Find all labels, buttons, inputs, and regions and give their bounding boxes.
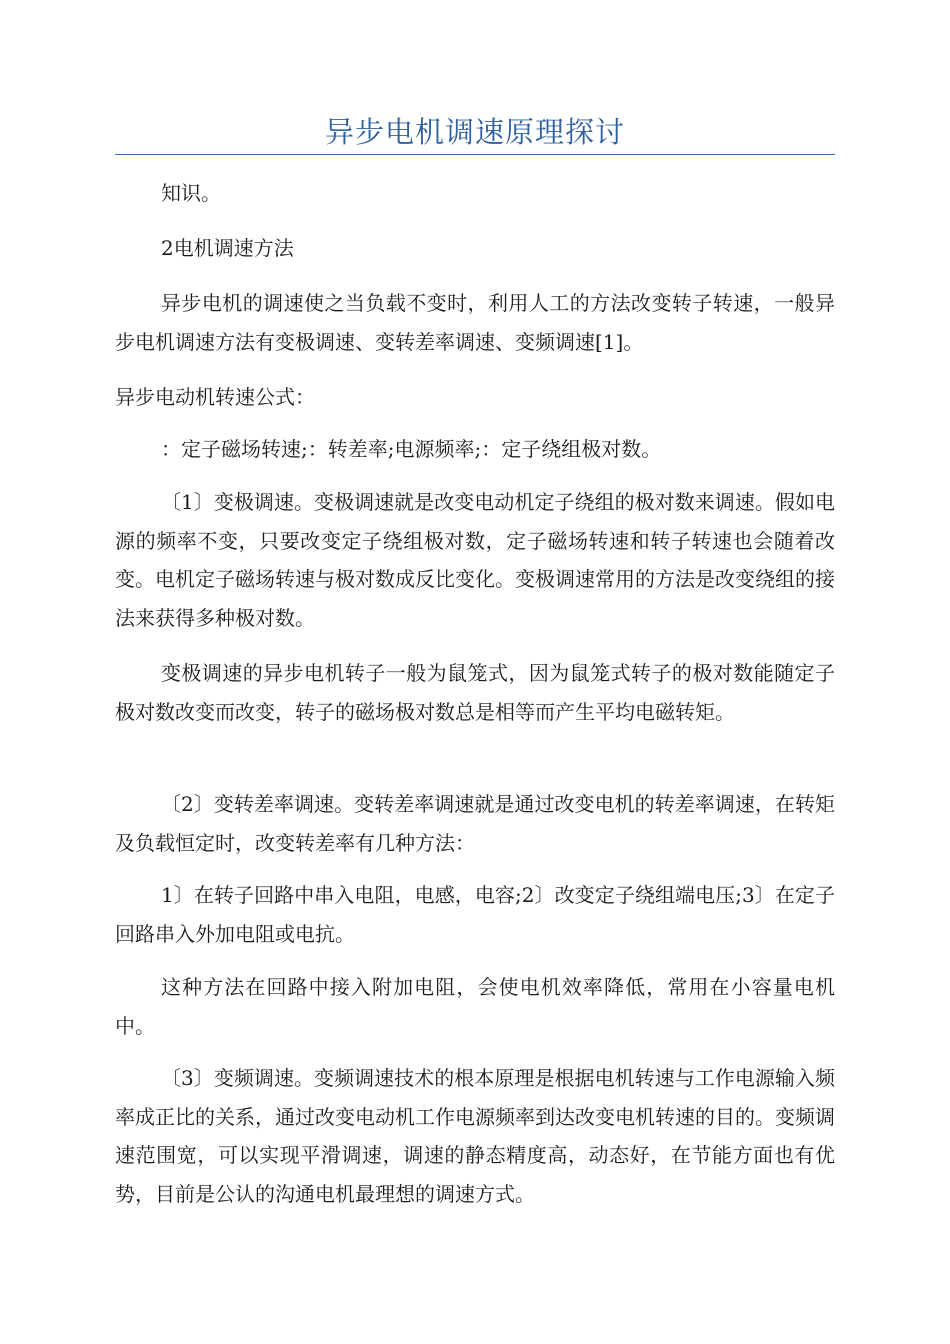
paragraph-4: 异步电动机转速公式：: [115, 385, 315, 409]
paragraph-2: 2电机调速方法: [161, 236, 294, 260]
document-title: 异步电机调速原理探讨: [324, 115, 625, 149]
paragraph-6: 〔1〕变极调速。变极调速就是改变电动机定子绕组的极对数来调速。假如电源的频率不变，只要改变定子绕组极对数，定子磁场转速和转子转速也会随着改变。电机定子磁场转速与极对数成反比变化。变极调速常用的方法是改变绕组的接法来获得多种极对数。: [115, 490, 835, 630]
paragraph-9: 1〕在转子回路中串入电阻，电感，电容;2〕改变定子绕组端电压;3〕在定子回路串入外加电阻或电抗。: [115, 883, 835, 946]
paragraph-10: 这种方法在回路中接入附加电阻，会使电机效率降低，常用在小容量电机中。: [115, 975, 835, 1038]
paragraph-1: 知识。: [161, 181, 221, 205]
paragraph-11: 〔3〕变频调速。变频调速技术的根本原理是根据电机转速与工作电源输入频率成正比的关系，通过改变电动机工作电源频率到达改变电机转速的目的。变频调速范围宽，可以实现平滑调速，调速的静态精度高，动态好，在节能方面也有优势，目前是公认的沟通电机最理想的调速方式。: [115, 1066, 835, 1206]
paragraph-7: 变极调速的异步电机转子一般为鼠笼式，因为鼠笼式转子的极对数能随定子极对数改变而改变，转子的磁场极对数总是相等而产生平均电磁转矩。: [115, 661, 835, 724]
paragraph-8: 〔2〕变转差率调速。变转差率调速就是通过改变电机的转差率调速，在转矩及负载恒定时，改变转差率有几种方法：: [115, 792, 835, 855]
title-underline: [115, 154, 835, 155]
document-page: [115, 0, 835, 1344]
paragraph-5: ：定子磁场转速;：转差率;电源频率;：定子绕组极对数。: [161, 437, 662, 461]
paragraph-3: 异步电机的调速使之当负载不变时，利用人工的方法改变转子转速，一般异步电机调速方法有变极调速、变转差率调速、变频调速[1]。: [115, 291, 835, 354]
